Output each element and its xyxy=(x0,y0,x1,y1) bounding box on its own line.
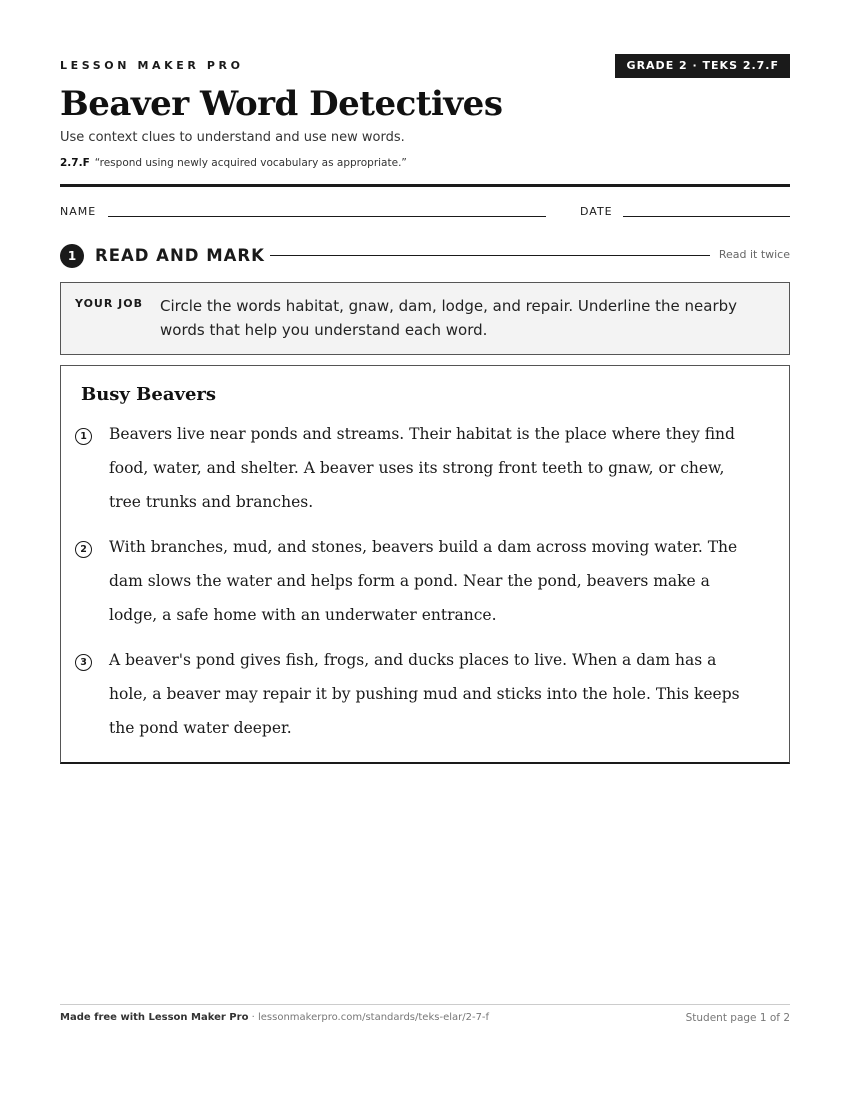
passage-box xyxy=(60,365,790,764)
footer-made: Made free with Lesson Maker Pro xyxy=(60,1012,249,1023)
brand-name: LESSON MAKER PRO xyxy=(60,59,244,72)
paragraph-text: A beaver's pond gives fish, frogs, and ducks places to live. When a dam has a hole, a beaver may repair it by pushing mud and sticks into the hole. This keeps the pond water deeper. xyxy=(109,651,740,737)
paragraph-number-icon: 1 xyxy=(75,428,92,445)
standard-line xyxy=(60,157,407,169)
your-job-box xyxy=(60,282,790,355)
standard-code: 2.7.F xyxy=(60,157,90,169)
paragraph-text: With branches, mud, and stones, beavers build a dam across moving water. The dam slows the water and helps form a pond. Near the pond, beavers make a lodge, a safe home with an underwater entrance. xyxy=(109,538,738,624)
paragraph-number-icon: 3 xyxy=(75,654,92,671)
passage-title: Busy Beavers xyxy=(81,384,217,405)
worksheet-page xyxy=(60,0,790,1100)
date-line[interactable] xyxy=(623,216,790,217)
header-divider xyxy=(60,184,790,187)
section-divider xyxy=(270,255,710,256)
section-title: READ AND MARK xyxy=(95,246,265,265)
footer-separator: · xyxy=(248,1012,258,1023)
your-job-label: YOUR JOB xyxy=(75,297,143,310)
footer-page-number: Student page 1 of 2 xyxy=(685,1012,790,1024)
page-title: Beaver Word Detectives xyxy=(60,84,503,124)
section-number: 1 xyxy=(60,244,84,268)
paragraph-text: Beavers live near ponds and streams. Their habitat is the place where they find food, water, and shelter. A beaver uses its strong front teeth to gnaw, or chew, tree trunks and branches. xyxy=(109,425,735,511)
name-label: NAME xyxy=(60,205,97,218)
your-job-text: Circle the words habitat, gnaw, dam, lodge, and repair. Underline the nearby words that help you understand each word. xyxy=(160,297,738,339)
grade-badge: GRADE 2 · TEKS 2.7.F xyxy=(615,54,790,78)
section-note: Read it twice xyxy=(718,248,790,261)
standard-text: “respond using newly acquired vocabulary as appropriate.” xyxy=(94,157,407,169)
paragraph-number-icon: 2 xyxy=(75,541,92,558)
page-subtitle: Use context clues to understand and use new words. xyxy=(60,130,405,145)
footer-url[interactable]: lessonmakerpro.com/standards/teks-elar/2-7-f xyxy=(257,1012,490,1023)
footer-credit xyxy=(60,1012,489,1023)
name-line[interactable] xyxy=(108,216,546,217)
date-label: DATE xyxy=(580,205,613,218)
footer-divider xyxy=(60,1004,790,1005)
